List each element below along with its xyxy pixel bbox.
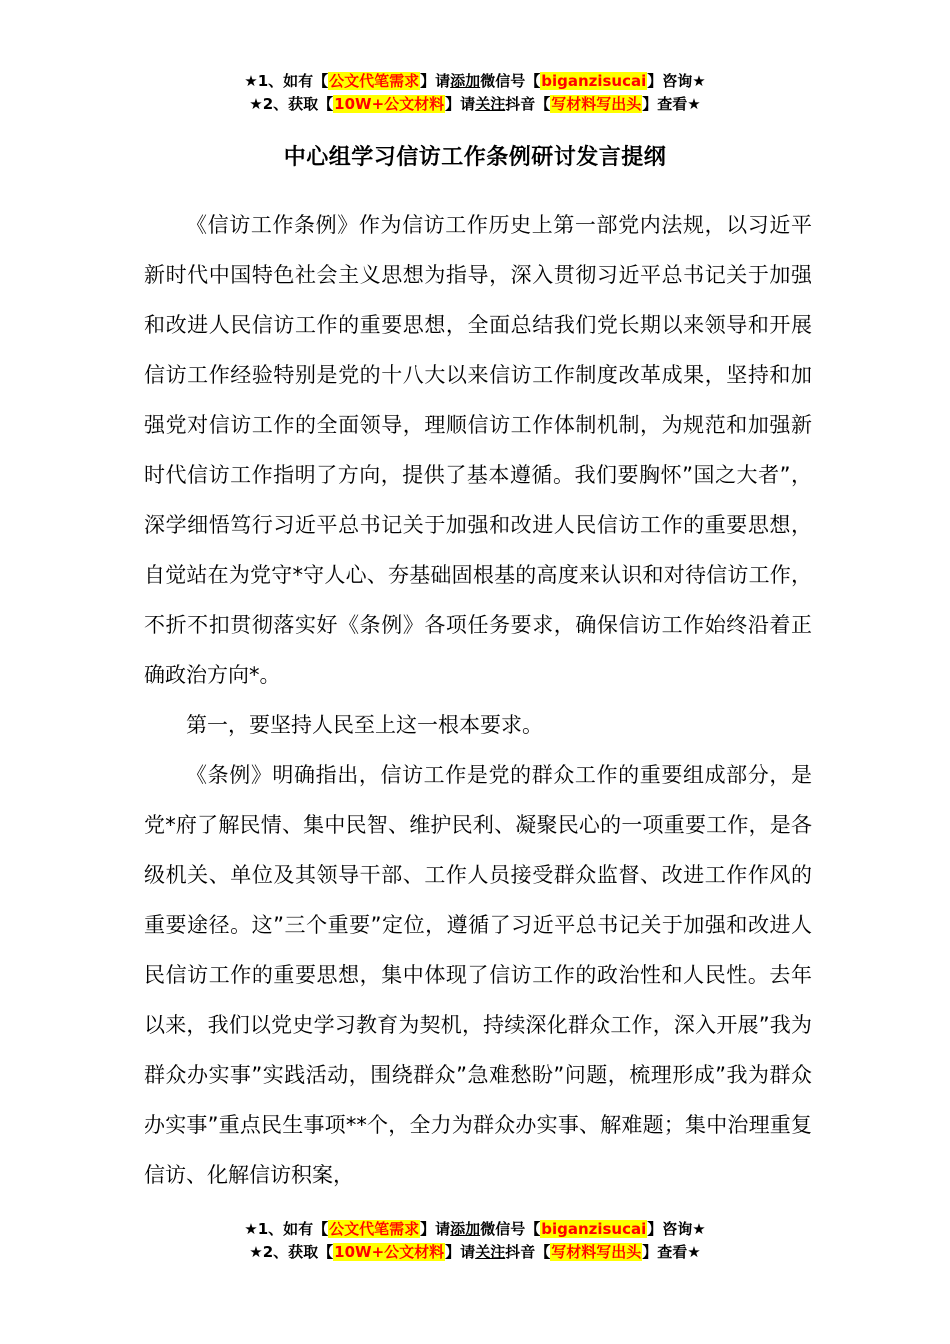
highlight-wechat-id: biganzisucai [541,1220,647,1238]
banner-text: 】咨询 [647,1220,693,1238]
document-title: 中心组学习信访工作条例研讨发言提纲 [283,145,667,170]
star-icon: ★ [692,1220,706,1238]
banner-text: 】请 [445,95,476,113]
star-icon: ★ [692,72,706,90]
banner-text: 2、获取【 [262,95,334,113]
banner-line-service [0,70,950,93]
star-icon: ★ [687,1243,701,1261]
banner-text: 抖音【 [505,1243,551,1261]
banner-text: 1、如有【 [257,1220,329,1238]
highlight-materials: 10W+公文材料 [334,1243,445,1261]
header-banner [0,70,950,116]
banner-underlined-text: 添加 [450,72,481,90]
banner-text: 】查看 [642,1243,688,1261]
highlight-service-name: 公文代笔需求 [329,72,420,90]
paragraph-regulation: 《条例》明确指出，信访工作是党的群众工作的重要组成部分，是党*府了解民情、集中民智、维护民利、凝聚民心的一项重要工作，是各级机关、单位及其领导干部、工作人员接受群众监督、改进工作作风的重要途径。这”三个重要”定位，遵循了习近平总书记关于加强和改进人民信访工作的重要思想，集中体现了信访工作的政治性和人民性。去年以来，我们以党史学习教育为契机，持续深化群众工作，深入开展”我为群众办实事”实践活动，围绕群众”急难愁盼”问题，梳理形成”我为群众办实事”重点民生事项**个，全力为群众办实事、解难题；集中治理重复信访、化解信访积案， [144,763,812,1187]
banner-text: 微信号【 [480,72,541,90]
banner-underlined-text: 关注 [475,1243,506,1261]
highlight-douyin-account: 写材料写出头 [551,1243,642,1261]
banner-line-materials [0,93,950,116]
footer-banner [0,1218,950,1264]
highlight-service-name: 公文代笔需求 [329,1220,420,1238]
star-icon: ★ [244,72,258,90]
paragraph-intro: 《信访工作条例》作为信访工作历史上第一部党内法规，以习近平新时代中国特色社会主义思想为指导，深入贯彻习近平总书记关于加强和改进人民信访工作的重要思想，全面总结我们党长期以来领导和开展信访工作经验特别是党的十八大以来信访工作制度改革成果，坚持和加强党对信访工作的全面领导，理顺信访工作体制机制，为规范和加强新时代信访工作指明了方向，提供了基本遵循。我们要胸怀”国之大者”，深学细悟笃行习近平总书记关于加强和改进人民信访工作的重要思想，自觉站在为党守*守人心、夯基础固根基的高度来认识和对待信访工作，不折不扣贯彻落实好《条例》各项任务要求，确保信访工作始终沿着正确政治方向*。 [144,213,812,687]
banner-text: 】请 [420,72,451,90]
highlight-materials: 10W+公文材料 [334,95,445,113]
banner-text: 抖音【 [505,95,551,113]
banner-text: 2、获取【 [262,1243,334,1261]
banner-text: 】查看 [642,95,688,113]
paragraph-point-one: 第一，要坚持人民至上这一根本要求。 [186,713,543,737]
banner-text: 】请 [420,1220,451,1238]
banner-text: 】请 [445,1243,476,1261]
highlight-douyin-account: 写材料写出头 [551,95,642,113]
banner-line-materials [0,1241,950,1264]
banner-underlined-text: 关注 [475,95,506,113]
banner-text: 】咨询 [647,72,693,90]
banner-underlined-text: 添加 [450,1220,481,1238]
banner-text: 1、如有【 [257,72,329,90]
highlight-wechat-id: biganzisucai [541,72,647,90]
document-body [144,200,812,1200]
banner-text: 微信号【 [480,1220,541,1238]
star-icon: ★ [687,95,701,113]
star-icon: ★ [244,1220,258,1238]
star-icon: ★ [249,1243,263,1261]
star-icon: ★ [249,95,263,113]
banner-line-service [0,1218,950,1241]
